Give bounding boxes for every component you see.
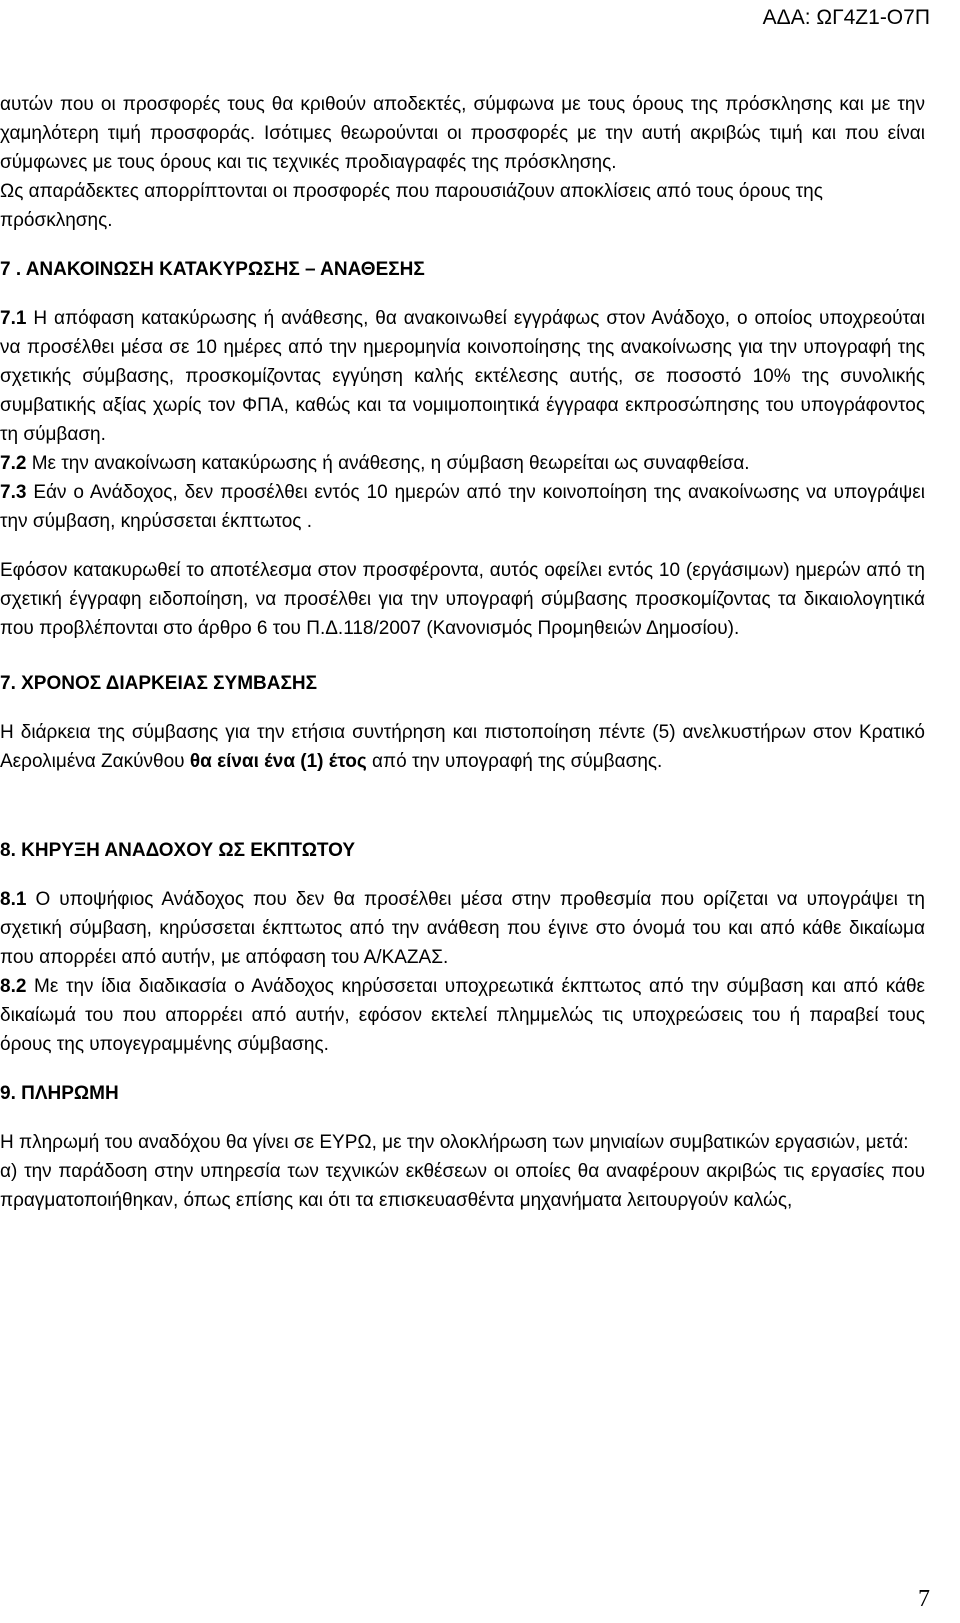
document-body bbox=[0, 90, 925, 1215]
paragraph-efoson: Εφόσον κατακυρωθεί το αποτέλεσμα στον προσφέροντα, αυτός οφείλει εντός 10 (εργάσιμων) ημερών από τη σχετική έγγραφη ειδοποίηση, να προσέλθει για την υπογραφή σύμβασης προσκομίζοντας τα δικαιολογητικά που προβλέπονται στο άρθρο 6 του Π.Δ.118/2007 (Κανονισμός Προμηθειών Δημοσίου). bbox=[0, 560, 925, 639]
clause-text: Ο υποψήφιος Ανάδοχος που δεν θα προσέλθει μέσα στην προθεσμία που ορίζεται να υπογράψει τη σχετική σύμβαση, κηρύσσεται έκπτωτος από την ανάθεση που έγινε στο όνομά του και από κάθε δικαίωμα που απορρέει από αυτήν, με απόφαση του Α/ΚΑΖΑΣ. bbox=[0, 889, 925, 968]
duration-text-a: Η διάρκεια της σύμβασης για την ετήσια συντήρηση και πιστοποίηση πέντε (5) ανελκυστήρων στον Κρατικό Αερολιμένα Ζακύνθου bbox=[0, 722, 925, 772]
paragraph-7-1 bbox=[0, 304, 925, 449]
paragraph-payment-a: α) την παράδοση στην υπηρεσία των τεχνικών εκθέσεων οι οποίες θα αναφέρουν ακριβώς τις εργασίες που πραγματοποιήθηκαν, όπως επίσης και ότι τα επισκευασθέντα μηχανήματα λειτουργούν καλώς, bbox=[0, 1161, 925, 1211]
paragraph-payment: Η πληρωμή του αναδόχου θα γίνει σε ΕΥΡΩ, με την ολοκλήρωση των μηνιαίων συμβατικών εργασιών, μετά: bbox=[0, 1132, 909, 1153]
paragraph-intro: αυτών που οι προσφορές τους θα κριθούν αποδεκτές, σύμφωνα με τους όρους της πρόσκλησης και με την χαμηλότερη τιμή προσφοράς. Ισότιμες θεωρούνται οι προσφορές με την αυτή ακριβώς τιμή και που είναι σύμφωνες με τους όρους και τις τεχνικές προδιαγραφές της πρόσκλησης. bbox=[0, 94, 925, 173]
page-number: 7 bbox=[918, 1586, 930, 1612]
ada-code: ΑΔΑ: ΩΓ4Ζ1-Ο7Π bbox=[762, 6, 930, 29]
clause-number: 7.3 bbox=[0, 482, 27, 503]
clause-number: 7.1 bbox=[0, 308, 27, 329]
heading-contract-duration: 7. ΧΡΟΝΟΣ ΔΙΑΡΚΕΙΑΣ ΣΥΜΒΑΣΗΣ bbox=[0, 673, 317, 694]
clause-number: 8.1 bbox=[0, 889, 27, 910]
clause-number: 7.2 bbox=[0, 453, 27, 474]
heading-payment: 9. ΠΛΗΡΩΜΗ bbox=[0, 1083, 119, 1104]
heading-award-notice: 7 . ΑΝΑΚΟΙΝΩΣΗ ΚΑΤΑΚΥΡΩΣΗΣ – ΑΝΑΘΕΣΗΣ bbox=[0, 259, 425, 280]
clause-text: Εάν ο Ανάδοχος, δεν προσέλθει εντός 10 ημερών από την κοινοποίηση της ανακοίνωσης να υπογράψει την σύμβαση, κηρύσσεται έκπτωτος . bbox=[0, 482, 925, 532]
heading-contractor-default: 8. ΚΗΡΥΞΗ ΑΝΑΔΟΧΟΥ ΩΣ ΕΚΠΤΩΤΟΥ bbox=[0, 840, 356, 861]
clause-text: Με την ίδια διαδικασία ο Ανάδοχος κηρύσσεται υποχρεωτικά έκπτωτος από την σύμβαση και από κάθε δικαίωμά του που απορρέει από αυτήν, εφόσον εκτελεί πλημμελώς τις υποχρεώσεις του ή παραβεί τους όρους της υπογεγραμμένης σύμβασης. bbox=[0, 976, 925, 1055]
paragraph-8-1 bbox=[0, 885, 925, 972]
clause-text: Με την ανακοίνωση κατακύρωσης ή ανάθεσης, η σύμβαση θεωρείται ως συναφθείσα. bbox=[26, 453, 750, 474]
paragraph-8-2 bbox=[0, 972, 925, 1059]
paragraph-duration bbox=[0, 718, 925, 776]
paragraph-reject: Ως απαράδεκτες απορρίπτονται οι προσφορές που παρουσιάζουν αποκλίσεις από τους όρους της πρόσκλησης. bbox=[0, 181, 823, 231]
duration-text-bold: θα είναι ένα (1) έτος bbox=[189, 751, 367, 772]
paragraph-7-2 bbox=[0, 449, 925, 478]
clause-number: 8.2 bbox=[0, 976, 27, 997]
paragraph-7-3 bbox=[0, 478, 925, 536]
duration-text-c: από την υπογραφή της σύμβασης. bbox=[366, 751, 663, 772]
clause-text: Η απόφαση κατακύρωσης ή ανάθεσης, θα ανακοινωθεί εγγράφως στον Ανάδοχο, ο οποίος υποχρεούται να προσέλθει μέσα σε 10 ημέρες από την ημερομηνία κοινοποίησης της ανακοίνωσης για την υπογραφή της σχετικής σύμβασης, προσκομίζοντας εγγύηση καλής εκτέλεσης αυτής, σε ποσοστό 10% της συνολικής συμβατικής αξίας χωρίς τον ΦΠΑ, καθώς και τα νομιμοποιητικά έγγραφα εκπροσώπησης του υπογράφοντος τη σύμβαση. bbox=[0, 308, 925, 445]
